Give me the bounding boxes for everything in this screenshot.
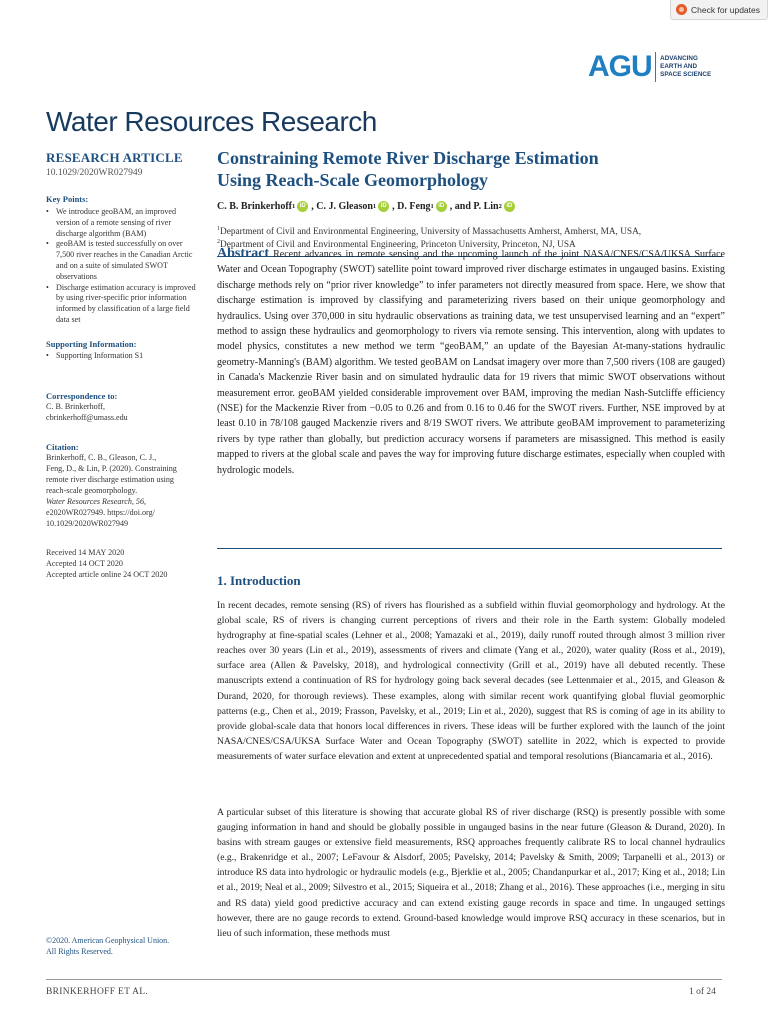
citation-line: remote river discharge estimation using [46, 474, 174, 484]
author-affiliation-number: 1 [372, 203, 377, 210]
article-type: RESEARCH ARTICLE [46, 150, 183, 165]
agu-tag-line-3: SPACE SCIENCE [660, 71, 712, 78]
citation-heading: Citation: [46, 441, 79, 452]
crossmark-icon [676, 4, 687, 15]
author-affiliation-number: 1 [292, 203, 296, 210]
author-separator: , [392, 201, 395, 212]
agu-logo-mark: AGU [588, 50, 652, 83]
author-name: D. Feng [397, 201, 431, 212]
author-list [217, 201, 518, 212]
correspondence-email[interactable]: cbrinkerhoff@umass.edu [46, 412, 128, 422]
affiliation-1 [217, 226, 641, 237]
orcid-icon[interactable]: iD [504, 201, 515, 212]
article-title-line-2: Using Reach-Scale Geomorphology [217, 170, 488, 190]
agu-logo-tagline [660, 55, 711, 79]
abstract-bottom-rule [217, 548, 722, 549]
intro-paragraph-2: A particular subset of this literature is showing that accurate global RS of river discharge (RSQ) is presently possible with some gauging information in hand and should be globally possible in ungauged basins in the near future (Gleason & Durand, 2020). In basins with stream gauges or extensive field measurements, RSQ approaches frequently calibrate RS to local channel hydraulics (e.g., Brakenridge et al., 2007; LeFavour & Alsdorf, 2005; Pavelsky, 2014; Pavelsky & Smith, 2009; Tarpanelli et al., 2013) or introduce RS data into hydrologic or hydraulic models (e.g., Bjerklie et al., 2005; Chandanpurkar et al., 2017; King et al., 2018; Lin et al., 2019; Neal et al., 2009; Silvestro et al., 2015; Siqueira et al., 2018; Zhang et al., 2016). These approaches (i.e., merging in situ and RS data) yield good predictive accuracy and can extend existing gauge records in space and time. In ungauged settings however, there are no gauge records to extend. Ground-based knowledge would improve RSQ accuracy in these scenarios, but in lieu of such information, these methods must [217, 807, 725, 939]
supporting-heading: Supporting Information: [46, 338, 137, 349]
correspondence-name: C. B. Brinkerhoff, [46, 401, 105, 411]
dates-section [46, 547, 196, 580]
author-name: P. Lin [473, 201, 499, 212]
copyright-notice [46, 935, 169, 957]
agu-logo [588, 52, 711, 82]
affiliation-number: 2 [217, 239, 220, 245]
date-online: Accepted article online 24 OCT 2020 [46, 569, 168, 579]
article-title-line-1: Constraining Remote River Discharge Estimation [217, 148, 599, 168]
intro-paragraph-1: In recent decades, remote sensing (RS) of rivers has flourished as a subfield within fluvial geomorphology and hydrology. At the global scale, RS of rivers is changing current perceptions of rivers and their role in the Earth system: Globally modeled hydrography at fine-spatial scales (Lehner et al., 2008; Yamazaki et al., 2019), daily runoff routed through almost 3 million river reaches over 30 years (Lin et al., 2019), assessments of rivers and climate (Yang et al., 2020), water quality (Ross et al., 2019), surface area (Allen & Pavelsky, 2018), and hydrological connectivity (Grill et al., 2019) have all debuted recently. These manuscripts extend a continuation of RS for hydrology going back several decades (see Lettenmaier et al., 2015, and Gleason & Durand, 2020, for thorough reviews). These examples, along with similar recent work quantifying global fluvial geomorphic patterns (e.g., Chen et al., 2019; Frasson, Pavelsky, et al., 2019; Lin et al., 2020), suggest that RS is coming of age in its ability to provide global-scale data that honors local differences in rivers. These ideas will be further explored with the launch of the joint NASA/CNES/CSA/UKSA Surface Water and Ocean Topography (SWOT) satellite in 2022, which is expected to provide measurements of water surface elevation and extent at unprecedented spatial and temporal resolutions (Biancamaria et al., 2016). [217, 600, 725, 762]
citation-section [46, 442, 196, 529]
article-title [217, 147, 717, 191]
correspondence-heading: Correspondence to: [46, 390, 118, 401]
left-sidebar [46, 150, 196, 580]
citation-line[interactable]: e2020WR027949. https://doi.org/ [46, 507, 155, 517]
article-doi[interactable]: 10.1029/2020WR027949 [46, 168, 143, 178]
author-separator: , and [449, 201, 471, 212]
agu-logo-divider [655, 52, 657, 82]
orcid-icon[interactable]: iD [436, 201, 447, 212]
abstract-text: Recent advances in remote sensing and the upcoming launch of the joint NASA/CNES/CSA/UKSA Surface Water and Ocean Topography (SWOT) satellite point toward improved river discharge estimates in ungauged basins. Existing discharge methods rely on “prior river knowledge” to infer parameters not directly measured from space. Here, we show that discharge estimation is improved by classifying and parameterizing rivers based on their unique geomorphology and hydraulics. Using over 370,000 in situ hydraulic observations as training data, we test unsupervised learning and an “expert” method to assign these hydraulics and geomorphology to rivers via remote sensing. This intervention, along with updates to model physics, constitutes a new method we term “geoBAM,” an update of the Bayesian At-many-stations hydraulic geometry-Manning's (BAM) algorithm. We tested geoBAM on Landsat imagery over more than 7,500 rivers (108 are gauged) in Canada's Mackenzie River basin and on simulated hydraulic data for 19 rivers that mimic SWOT observations without measurement error. geoBAM yielded considerable improvement over BAM, improving the median Nash-Sutcliffe efficiency (NSE) for the Mackenzie River from −0.05 to 0.26 and from 0.16 to 0.46 for the SWOT rivers. Further, NSE improved by at least 0.10 in 78/108 gauged Mackenzie rivers and 8/19 SWOT rivers. We attribute geoBAM improvement to parameterizing rivers by type rather than globally, but prediction accuracy worsens if parameters are misassigned. This method is easily mapped to rivers at the global scale and paves the way for improving future discharge estimates, especially when coupled with hydrologic models. [217, 249, 725, 476]
key-point-item: • geoBAM is tested successfully on over 7,500 river reaches in the Canadian Arctic and on a suite of simulated SWOT observations [46, 239, 196, 282]
citation-line: 10.1029/2020WR027949 [46, 518, 129, 528]
copyright-line-2: All Rights Reserved. [46, 947, 113, 956]
check-for-updates-button[interactable] [670, 0, 768, 20]
author-name: C. B. Brinkerhoff [217, 201, 292, 212]
footer-page-number: 1 of 24 [689, 987, 716, 997]
date-accepted: Accepted 14 OCT 2020 [46, 558, 123, 568]
author-affiliation-number: 1 [430, 203, 434, 210]
key-point-item: • Discharge estimation accuracy is improved by using river-specific prior information informed by classification of a large field data set [46, 283, 196, 326]
section-heading-introduction: 1. Introduction [217, 573, 301, 588]
author-name: C. J. Gleason [316, 201, 373, 212]
supporting-section [46, 339, 196, 362]
author-affiliation-number: 2 [498, 203, 502, 210]
date-received: Received 14 MAY 2020 [46, 547, 125, 557]
citation-line: Feng, D., & Lin, P. (2020). Constraining [46, 463, 177, 473]
affiliation-text: Department of Civil and Environmental Engineering, University of Massachusetts Amherst, Amherst, MA, USA, [220, 227, 642, 238]
citation-line: reach-scale geomorphology. [46, 485, 138, 495]
correspondence-section [46, 391, 196, 423]
key-points-section [46, 194, 196, 326]
footer-rule [46, 979, 722, 980]
author-separator: , [311, 201, 314, 212]
orcid-icon[interactable]: iD [378, 201, 389, 212]
orcid-icon[interactable]: iD [297, 201, 308, 212]
affiliation-text: Department of Civil and Environmental Engineering, Princeton University, Princeton, NJ, USA [220, 240, 576, 251]
key-point-item: • We introduce geoBAM, an improved version of a remote sensing of river discharge algorithm (BAM) [46, 207, 196, 239]
key-points-heading: Key Points: [46, 194, 89, 204]
journal-title: Water Resources Research [46, 106, 377, 137]
affiliation-number: 1 [217, 226, 220, 232]
agu-tag-line-2: EARTH AND [660, 63, 698, 70]
abstract [217, 246, 725, 478]
copyright-line-1: ©2020. American Geophysical Union. [46, 936, 170, 945]
supporting-item-link[interactable]: • Supporting Information S1 [46, 351, 196, 362]
citation-journal: Water Resources Research, 56, [46, 496, 147, 506]
agu-tag-line-1: ADVANCING [660, 55, 698, 62]
check-for-updates-label: Check for updates [691, 4, 760, 15]
citation-line: Brinkerhoff, C. B., Gleason, C. J., [46, 452, 157, 462]
footer-authors: BRINKERHOFF ET AL. [46, 987, 149, 997]
abstract-label: Abstract [217, 246, 270, 261]
